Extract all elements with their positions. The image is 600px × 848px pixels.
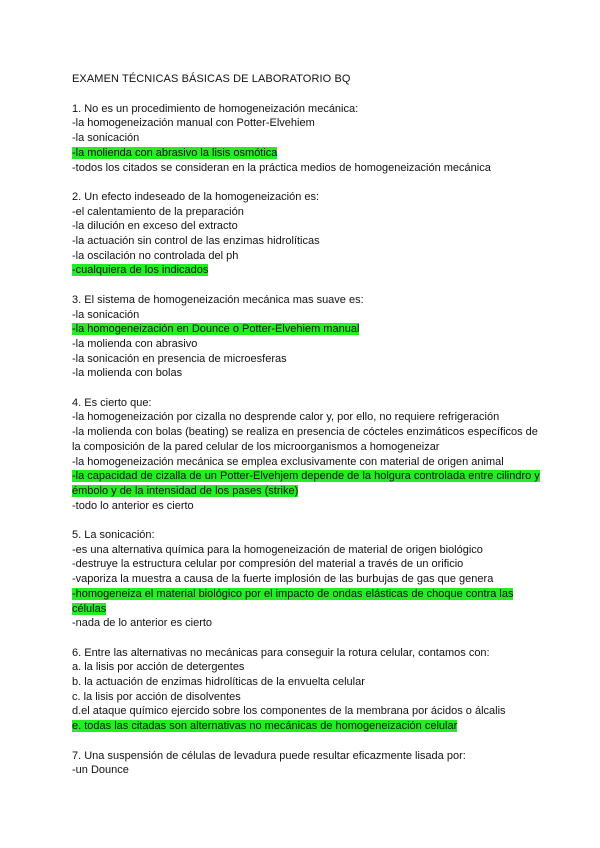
question-block [72, 396, 542, 514]
answer-option-text: -vaporiza la muestra a causa de la fuerte implosión de las burbujas de gas que genera [72, 573, 494, 586]
answer-option-text: -la homogeneización mecánica se emplea exclusivamente con material de origen animal [72, 455, 504, 468]
answer-option [72, 557, 542, 572]
answer-option [72, 205, 542, 220]
answer-option [72, 763, 542, 778]
question-block [72, 749, 542, 778]
answer-option-highlighted [72, 469, 542, 498]
answer-option [72, 675, 542, 690]
document-title: EXAMEN TÉCNICAS BÁSICAS DE LABORATORIO BQ [72, 73, 351, 85]
answer-option [72, 543, 542, 558]
answer-option-text: -es una alternativa química para la homogeneización de material de origen biológico [72, 543, 483, 556]
answer-option-text: -la molienda con bolas [72, 367, 183, 380]
answer-option [72, 660, 542, 675]
answer-option [72, 616, 542, 631]
question-prompt: 7. Una suspensión de células de levadura puede resultar eficazmente lisada por: [72, 749, 466, 762]
question-block [72, 646, 542, 734]
answer-option [72, 425, 542, 454]
answer-option-text: -la sonicación [72, 132, 140, 145]
question-block [72, 293, 542, 381]
answer-option-highlighted [72, 322, 542, 337]
question-prompt: 2. Un efecto indeseado de la homogeneización es: [72, 190, 320, 203]
answer-option [72, 704, 542, 719]
answer-option [72, 690, 542, 705]
answer-option [72, 219, 542, 234]
answer-option [72, 572, 542, 587]
answer-option-text: -destruye la estructura celular por compresión del material a través de un orificio [72, 558, 464, 571]
answer-option-text: a. la lisis por acción de detergentes [72, 661, 245, 674]
answer-option-text: -homogeneiza el material biológico por el impacto de ondas elásticas de choque contra las células [72, 587, 514, 615]
document-page [72, 72, 542, 793]
question-prompt: 4. Es cierto que: [72, 396, 152, 409]
answer-option-text: -la molienda con abrasivo la lisis osmótica [72, 146, 278, 159]
answer-option-text: -la actuación sin control de las enzimas hidrolíticas [72, 235, 320, 248]
answer-option-text: -la sonicación en presencia de microesferas [72, 352, 287, 365]
answer-option-highlighted [72, 719, 542, 734]
answer-option [72, 499, 542, 514]
answer-option-text: -todo lo anterior es cierto [72, 499, 194, 512]
answer-option [72, 234, 542, 249]
answer-option-text: -la sonicación [72, 308, 140, 321]
answer-option [72, 161, 542, 176]
answer-option-highlighted [72, 146, 542, 161]
answer-option [72, 249, 542, 264]
answer-option [72, 337, 542, 352]
answer-option-text: -la molienda con bolas (beating) se realiza en presencia de cócteles enzimáticos específicos de la composición de la pared celular de los microorganismos a homogeneizar [72, 426, 538, 453]
answer-option [72, 455, 542, 470]
answer-option [72, 352, 542, 367]
answer-option [72, 308, 542, 323]
answer-option [72, 366, 542, 381]
question-prompt: 6. Entre las alternativas no mecánicas para conseguir la rotura celular, contamos con: [72, 646, 490, 659]
answer-option-text: -la oscilación no controlada del ph [72, 249, 239, 262]
answer-option-text: c. la lisis por acción de disolventes [72, 690, 241, 703]
answer-option-text: d.el ataque químico ejercido sobre los componentes de la membrana por ácidos o álcalis [72, 705, 506, 718]
answer-option-text: -la homogeneización en Dounce o Potter-Elvehiem manual [72, 323, 360, 336]
answer-option [72, 116, 542, 131]
question-prompt: 5. La sonicación: [72, 529, 155, 542]
answer-option-text: -la capacidad de cizalla de un Potter-Elvehjem depende de la holgura controlada entre cilindro y émbolo y de la intensidad de los pases (strike) [72, 470, 540, 497]
answer-option-text: -cualquiera de los indicados [72, 264, 209, 277]
answer-option-text: e. todas las citadas son alternativas no mecánicas de homogeneización celular [72, 720, 458, 733]
answer-option-text: -todos los citados se consideran en la práctica medios de homogeneización mecánica [72, 161, 491, 174]
answer-option-text: -la dilución en exceso del extracto [72, 220, 238, 233]
question-block [72, 528, 542, 631]
answer-option-highlighted [72, 587, 542, 616]
answer-option-text: -el calentamiento de la preparación [72, 205, 244, 218]
answer-option-highlighted [72, 263, 542, 278]
question-prompt: 1. No es un procedimiento de homogeneización mecánica: [72, 102, 359, 115]
answer-option [72, 131, 542, 146]
question-prompt: 3. El sistema de homogeneización mecánica mas suave es: [72, 293, 364, 306]
question-block [72, 102, 542, 176]
question-list [72, 102, 542, 778]
answer-option [72, 410, 542, 425]
question-block [72, 190, 542, 278]
answer-option-text: -la molienda con abrasivo [72, 337, 198, 350]
answer-option-text: -nada de lo anterior es cierto [72, 617, 213, 630]
answer-option-text: -un Dounce [72, 764, 129, 777]
answer-option-text: -la homogeneización por cizalla no desprende calor y, por ello, no requiere refrigeración [72, 411, 500, 424]
answer-option-text: b. la actuación de enzimas hidrolíticas de la envuelta celular [72, 676, 365, 689]
answer-option-text: -la homogeneización manual con Potter-Elvehiem [72, 117, 315, 130]
